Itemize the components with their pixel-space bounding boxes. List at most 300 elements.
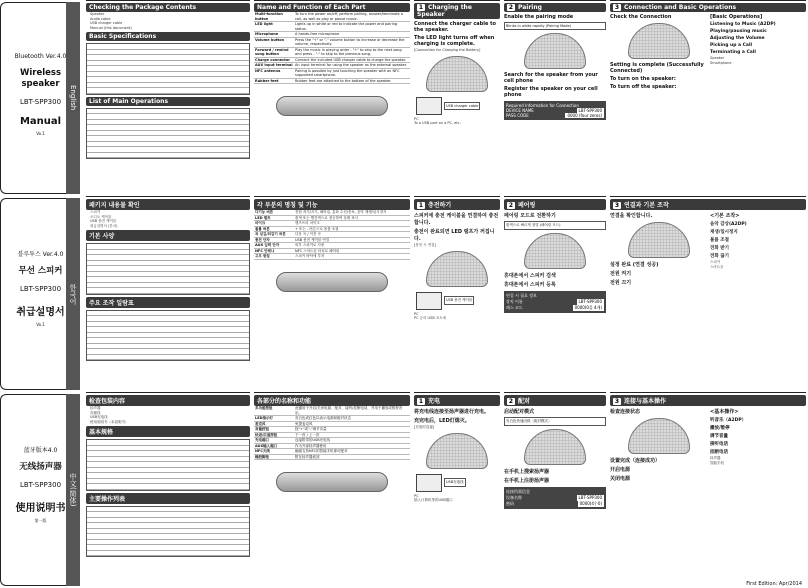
basic-operations	[708, 406, 806, 483]
pc-group	[414, 290, 500, 312]
operations-cell	[87, 153, 141, 158]
spec-cell	[128, 61, 169, 66]
part-name: 充电端口	[255, 438, 269, 442]
spec-cell	[209, 288, 250, 293]
operations-cell	[141, 311, 195, 316]
pairing-step-enable: 启动配对模式	[504, 409, 535, 415]
operations-cell	[141, 125, 195, 130]
package-item: 音频线	[90, 410, 101, 415]
charging-connection-label: [Connection for Charging the Battery]	[414, 48, 481, 52]
speaker-front-illustration	[426, 251, 488, 287]
spec-cell	[128, 446, 169, 451]
spec-cell	[168, 44, 209, 49]
basic-operations-title: <基本操作>	[710, 409, 739, 415]
spec-cell	[168, 266, 209, 271]
connection-column	[610, 196, 806, 392]
pairing-title: 페어링	[518, 202, 536, 209]
spec-cell	[87, 462, 128, 467]
step-number-1: 1	[418, 4, 424, 11]
spec-cell	[209, 244, 250, 249]
spec-cell	[168, 88, 209, 93]
speaker-illustration	[276, 96, 388, 116]
operations-cell	[195, 136, 249, 141]
pass-code-value: 0000 (four zeros)	[567, 113, 602, 118]
basic-operation-item: 播放/暂停	[710, 426, 730, 431]
spec-cell	[168, 473, 209, 478]
charging-header	[414, 3, 500, 19]
spec-cell	[87, 66, 128, 71]
usb-cable-label: USB充电线	[444, 478, 466, 487]
connection-column	[610, 392, 806, 588]
spec-row	[87, 484, 249, 490]
operations-cell	[87, 114, 141, 119]
spec-cell	[87, 272, 128, 277]
connection-column	[610, 0, 806, 196]
part-name: Forward / rewind song button	[255, 47, 289, 56]
speaker-illustration	[276, 272, 388, 292]
operations-cell	[141, 338, 195, 343]
pc-icon	[416, 97, 442, 115]
required-info-title: Required Information for Connection	[506, 103, 579, 108]
part-name: Microphone	[255, 32, 279, 36]
parts-row	[254, 38, 410, 48]
language-tab: 한국어	[66, 198, 80, 390]
basic-operation-item: Adjusting the Volume	[710, 36, 765, 41]
step-number-2: 2	[508, 4, 514, 11]
operations-row	[87, 355, 249, 361]
part-name: 多功能按钮	[255, 406, 273, 410]
parts-row	[254, 48, 410, 58]
volume-number: Vo.1	[36, 131, 45, 136]
spec-cell	[209, 277, 250, 282]
package-item: 使用说明书（本说明书）	[90, 419, 129, 424]
spec-cell	[168, 479, 209, 484]
spec-cell	[128, 283, 169, 288]
parts-row	[254, 455, 410, 461]
pairing-blink-note: Blinks in white rapidly (Pairing Mode)	[504, 22, 606, 30]
operations-cell	[87, 147, 141, 152]
parts-row	[254, 79, 410, 85]
operations-cell	[195, 142, 249, 147]
operations-cell	[87, 322, 141, 327]
spec-cell	[168, 272, 209, 277]
usb-port-label: 插入计算机等的USB端口	[414, 498, 453, 502]
spec-cell	[168, 288, 209, 293]
operations-cell	[141, 512, 195, 517]
pairing-header	[504, 395, 606, 406]
language-tab: 中文(简体)	[66, 394, 80, 586]
pass-code-row	[506, 501, 604, 507]
operations-header: 主要操作列表	[86, 493, 250, 504]
package-item: 扬声器	[90, 406, 101, 410]
connection-body	[610, 12, 806, 91]
spec-cell	[168, 55, 209, 60]
parts-header: Name and Function of Each Part	[254, 3, 410, 12]
spec-cell	[209, 77, 250, 82]
spec-cell	[209, 55, 250, 60]
charging-header	[414, 199, 500, 210]
part-name: 충전 단자	[255, 237, 270, 242]
pass-code-label: 패스 코드	[506, 305, 523, 310]
spec-cell	[128, 457, 169, 462]
part-name: 快进/后退按钮	[255, 432, 278, 437]
spec-cell	[168, 283, 209, 288]
spec-cell	[168, 77, 209, 82]
spec-cell	[87, 468, 128, 473]
connection-complete: 设置完成（连接成功）	[610, 458, 661, 464]
operations-cell	[87, 512, 141, 517]
connection-complete: 설정 완료 (연결 성공)	[610, 262, 659, 268]
pairing-step-register: 在手机上注册扬声器	[504, 478, 550, 484]
charging-step-led: 충전이 완료되면 LED 램프가 꺼집니다.	[414, 229, 495, 242]
pairing-speaker-illustration	[524, 33, 586, 69]
operations-cell	[195, 322, 249, 327]
connection-body	[610, 210, 806, 287]
spec-cell	[87, 446, 128, 451]
pass-code-value: 0000(4个0)	[579, 501, 602, 506]
bluetooth-version: 蓝牙版本4.0	[23, 447, 58, 454]
part-name: 고무 받침	[255, 254, 270, 258]
charging-step-connect: 将充电线连接至扬声器进行充电。	[414, 409, 490, 415]
spec-cell	[128, 77, 169, 82]
spec-header: 基本规格	[86, 426, 250, 437]
spec-cell	[87, 255, 128, 260]
operations-cell	[141, 551, 195, 556]
basic-operation-item: 听音乐（A2DP）	[710, 418, 747, 423]
part-name: 볼륨 버튼	[255, 226, 270, 231]
speaker-illustration	[276, 472, 388, 492]
device-name-value: LBT-SPP300	[578, 108, 602, 113]
operations-cell	[195, 333, 249, 338]
spec-cell	[168, 457, 209, 462]
connection-check: Check the Connection	[610, 14, 672, 20]
spec-cell	[128, 261, 169, 266]
part-description: USB 충전 케이블 연결	[295, 237, 330, 242]
operations-cell	[141, 349, 195, 354]
part-name: NFC antenna	[255, 68, 281, 73]
volume-number: 第一版	[34, 518, 47, 523]
spec-cell	[87, 288, 128, 293]
spec-cell	[168, 250, 209, 255]
usb-cable-label: USB 충전 케이블	[444, 296, 474, 305]
operations-cell	[195, 338, 249, 343]
operations-cell	[87, 540, 141, 545]
package-item: Manual (this document)	[90, 25, 132, 30]
package-item: 취급설명서 (본서)	[90, 223, 118, 228]
operations-cell	[141, 355, 195, 360]
pairing-title: 配对	[518, 398, 531, 405]
part-description: 다음 곡 / 이전 곡	[295, 232, 321, 236]
spec-cell	[168, 61, 209, 66]
pairing-step-search: Search for the speaker from your cell phone	[504, 72, 598, 84]
connection-steps	[610, 210, 708, 287]
connection-header	[610, 3, 806, 12]
spec-cell	[128, 83, 169, 88]
part-name: AUX input terminal	[255, 63, 293, 67]
pairing-step-enable: Enable the pairing mode	[504, 14, 574, 20]
required-info-box	[504, 487, 606, 509]
part-description: An input terminal for using the speaker as the external speaker.	[295, 63, 407, 67]
operations-cell	[195, 551, 249, 556]
spec-table	[86, 439, 250, 491]
parts-row	[254, 12, 410, 22]
required-info-title: 连接所需信息	[506, 489, 530, 494]
spec-cell	[128, 462, 169, 467]
part-description: 作为外部扬声器使用	[295, 443, 327, 448]
part-name: 마이크	[255, 221, 266, 225]
part-description: 附在扬声器底部	[295, 454, 320, 459]
package-header: Checking the Package Contents	[86, 3, 250, 12]
spec-table	[86, 43, 250, 95]
spec-table	[86, 243, 250, 295]
charging-step-led: The LED light turns off when charging is complete.	[414, 35, 495, 47]
spec-cell	[128, 44, 169, 49]
charging-header	[414, 395, 500, 406]
connection-complete: Setting is complete (Successfully Connected)	[610, 62, 704, 74]
spec-cell	[128, 473, 169, 478]
package-header: 패키지 내용물 확인	[86, 199, 250, 210]
spec-cell	[209, 255, 250, 260]
spec-cell	[168, 440, 209, 445]
operations-cell	[195, 316, 249, 321]
spec-cell	[87, 266, 128, 271]
spec-cell	[209, 479, 250, 484]
charging-title: Charging the Speaker	[417, 4, 472, 18]
product-name: Wireless speaker	[19, 68, 62, 89]
basic-operation-item: 음악 감상(A2DP)	[710, 222, 747, 227]
pairing-step-search: 휴대폰에서 스피커 검색	[504, 273, 556, 279]
basic-operations	[708, 210, 806, 287]
package-spec-column	[86, 196, 250, 392]
model-number: LBT-SPP300	[19, 98, 62, 106]
spec-cell	[128, 277, 169, 282]
part-description: Connect the included USB charger cable to charge the speaker.	[295, 57, 407, 62]
part-description: 按"+"或"-"调节音量	[295, 427, 327, 431]
operations-cell	[87, 109, 141, 114]
pairing-column	[504, 196, 606, 392]
package-spec-column	[86, 0, 250, 196]
operations-cell	[141, 120, 195, 125]
basic-operation-item: Listening to Music (A2DP)	[710, 22, 776, 27]
parts-column	[254, 196, 410, 392]
part-description: A hands-free microphone	[295, 32, 340, 36]
pairing-blink-note: 흰색으로 빠르게 점멸 (페어링 모드)	[504, 221, 606, 230]
part-name: NFC天线	[255, 449, 270, 453]
part-description: Pairing is possible by just touching the speaker with an NFC supported smartphone.	[295, 68, 400, 77]
spec-cell	[209, 266, 250, 271]
operations-cell	[87, 125, 141, 130]
spec-cell	[168, 277, 209, 282]
turn-off-speaker: 关闭电源	[610, 476, 631, 482]
charging-step-led: 充完电后，LED灯熄灭。	[414, 418, 470, 424]
parts-row	[254, 406, 410, 416]
connection-speaker-illustration	[628, 23, 690, 59]
charging-step-connect: 스피커에 충전 케이블을 연결하여 충전합니다.	[414, 213, 499, 226]
operations-cell	[87, 344, 141, 349]
operations-cell	[195, 120, 249, 125]
operations-cell	[141, 529, 195, 534]
basic-operation-item: 재생/일시정지	[710, 230, 738, 235]
part-description: Rubber feet are attached to the bottom of the speaker.	[295, 78, 392, 83]
connection-title: 连接与基本操作	[624, 398, 667, 405]
basic-operation-item: 接听电话	[710, 442, 728, 447]
basic-operation-item: Terminating a Call	[710, 50, 756, 55]
part-name: AUX输入端口	[255, 443, 278, 448]
device-name-label: DEVICE NAME	[506, 108, 534, 113]
pass-code-row	[506, 305, 604, 311]
smartphone-label: Smartphone	[710, 60, 732, 65]
operations-cell	[195, 327, 249, 332]
operations-cell	[195, 147, 249, 152]
spec-cell	[209, 484, 250, 489]
spec-cell	[168, 446, 209, 451]
operations-header: List of Main Operations	[86, 97, 250, 106]
edition-footer: First Edition: Apr/2014	[746, 581, 802, 587]
spec-cell	[128, 66, 169, 71]
parts-header: 各部分的名称和功能	[254, 395, 410, 406]
operations-cell	[195, 125, 249, 130]
pairing-column	[504, 0, 606, 196]
parts-column	[254, 392, 410, 588]
operations-cell	[195, 311, 249, 316]
spec-cell	[168, 72, 209, 77]
pc-icon	[416, 474, 442, 492]
pc-label: PC	[414, 311, 419, 316]
basic-operation-item: Playing/pausing music	[710, 29, 767, 34]
pairing-step-register: Register the speaker on your cell phone	[504, 86, 598, 98]
operations-cell	[195, 529, 249, 534]
parts-row	[254, 22, 410, 32]
operations-cell	[141, 333, 195, 338]
spec-cell	[87, 50, 128, 55]
connection-header	[610, 395, 806, 406]
operations-cell	[195, 540, 249, 545]
connection-steps	[610, 12, 708, 91]
charging-connection-label: [充电时连接]	[414, 425, 435, 429]
operations-cell	[195, 545, 249, 550]
basic-operation-item: Picking up a Call	[710, 43, 753, 48]
part-name: Charge connector	[255, 57, 290, 62]
required-info-title: 연결 시 필요 정보	[506, 293, 537, 298]
pairing-step-register: 휴대폰에서 스피커 등록	[504, 282, 556, 288]
device-name-label: 장치 이름	[506, 299, 523, 304]
device-name-value: LBT-SPP300	[578, 495, 602, 500]
manual-title: Manual	[19, 116, 62, 127]
manual-title: 취급설명서	[16, 307, 65, 318]
volume-number: Vo.1	[36, 322, 45, 327]
basic-operation-item: 전화 끊기	[710, 254, 729, 259]
operations-cell	[195, 349, 249, 354]
package-item: USB充电线	[90, 415, 108, 419]
connection-body	[610, 406, 806, 483]
spec-cell	[128, 468, 169, 473]
operations-cell	[141, 327, 195, 332]
operations-cell	[87, 327, 141, 332]
operations-cell	[141, 534, 195, 539]
part-description: NFC 스마트폰 터치로 페어링	[295, 248, 340, 253]
package-spec-column	[86, 392, 250, 588]
pairing-header	[504, 3, 606, 12]
spec-header: 기본 사양	[86, 230, 250, 241]
device-name-label: 设备名称	[506, 495, 522, 500]
operations-cell	[87, 523, 141, 528]
operations-cell	[87, 507, 141, 512]
spec-cell	[209, 473, 250, 478]
operations-cell	[87, 333, 141, 338]
part-description: Press the "+" or "-" volume button to increase or decrease the volume, respectively.	[295, 37, 405, 46]
connection-speaker-illustration	[628, 418, 690, 454]
parts-column	[254, 0, 410, 196]
connection-header	[610, 199, 806, 210]
operations-cell	[141, 142, 195, 147]
operations-cell	[87, 120, 141, 125]
part-description: To turn the power on/off, perform pairing, answer/terminate a call, as well as play or pause music.	[295, 12, 403, 21]
package-item: Speaker	[90, 12, 105, 16]
operations-row	[87, 551, 249, 557]
speaker-label: Speaker	[710, 56, 725, 60]
pc-label: PC	[414, 493, 419, 498]
pairing-header	[504, 199, 606, 210]
model-number: LBT-SPP300	[19, 481, 62, 489]
usb-port-label: To a USB port on a PC, etc.	[414, 121, 461, 125]
operations-cell	[141, 540, 195, 545]
manual-title: 使用说明书	[15, 503, 66, 514]
pairing-speaker-illustration	[524, 233, 586, 269]
pc-label: PC	[414, 116, 419, 121]
part-name: 音量按钮	[255, 427, 269, 431]
operations-cell	[141, 316, 195, 321]
part-description: Lights up in white or red to indicate the power and pairing status.	[295, 22, 398, 31]
pairing-title: Pairing	[518, 4, 542, 11]
turn-on-speaker: To turn on the speaker:	[610, 76, 676, 82]
basic-operations	[708, 12, 806, 91]
spec-cell	[209, 457, 250, 462]
charging-step-connect: Connect the charger cable to the speaker.	[414, 21, 496, 33]
spec-cell	[209, 250, 250, 255]
spec-row	[87, 88, 249, 94]
spec-cell	[128, 484, 169, 489]
operations-cell	[87, 136, 141, 141]
operations-cell	[87, 131, 141, 136]
operations-cell	[195, 512, 249, 517]
spec-cell	[87, 473, 128, 478]
required-info-box	[504, 291, 606, 313]
charging-connection-label: [충전 시 연결]	[414, 243, 436, 247]
pass-code-value: 0000(0을 4개)	[574, 305, 602, 310]
part-name: 麦克风	[255, 421, 266, 426]
spec-cell	[128, 50, 169, 55]
smartphone-label: 스마트폰	[710, 264, 724, 269]
pairing-speaker-illustration	[524, 429, 586, 465]
part-description: Play the music in playing order - "+" to skip to the next song and press - "-" to skip to the previous song.	[295, 47, 402, 56]
spec-cell	[128, 250, 169, 255]
spec-cell	[209, 283, 250, 288]
spec-cell	[87, 261, 128, 266]
spec-cell	[209, 83, 250, 88]
connection-check: 检查连接状态	[610, 409, 641, 415]
pass-code-label: 密码	[506, 501, 514, 506]
part-description: 亮白色或红色以表示电源和配对状态	[295, 416, 351, 420]
spec-cell	[128, 479, 169, 484]
spec-cell	[87, 88, 128, 93]
pairing-step-search: 在手机上搜索扬声器	[504, 469, 550, 475]
operations-cell	[141, 518, 195, 523]
package-item: USB charger cable	[90, 21, 123, 25]
usb-cable-label: USB charger cable	[446, 103, 479, 108]
step-number-3: 3	[614, 4, 620, 11]
part-name: 橡胶脚垫	[255, 454, 269, 459]
part-description: + 또는 - 버튼으로 볼륨 조절	[295, 226, 339, 231]
